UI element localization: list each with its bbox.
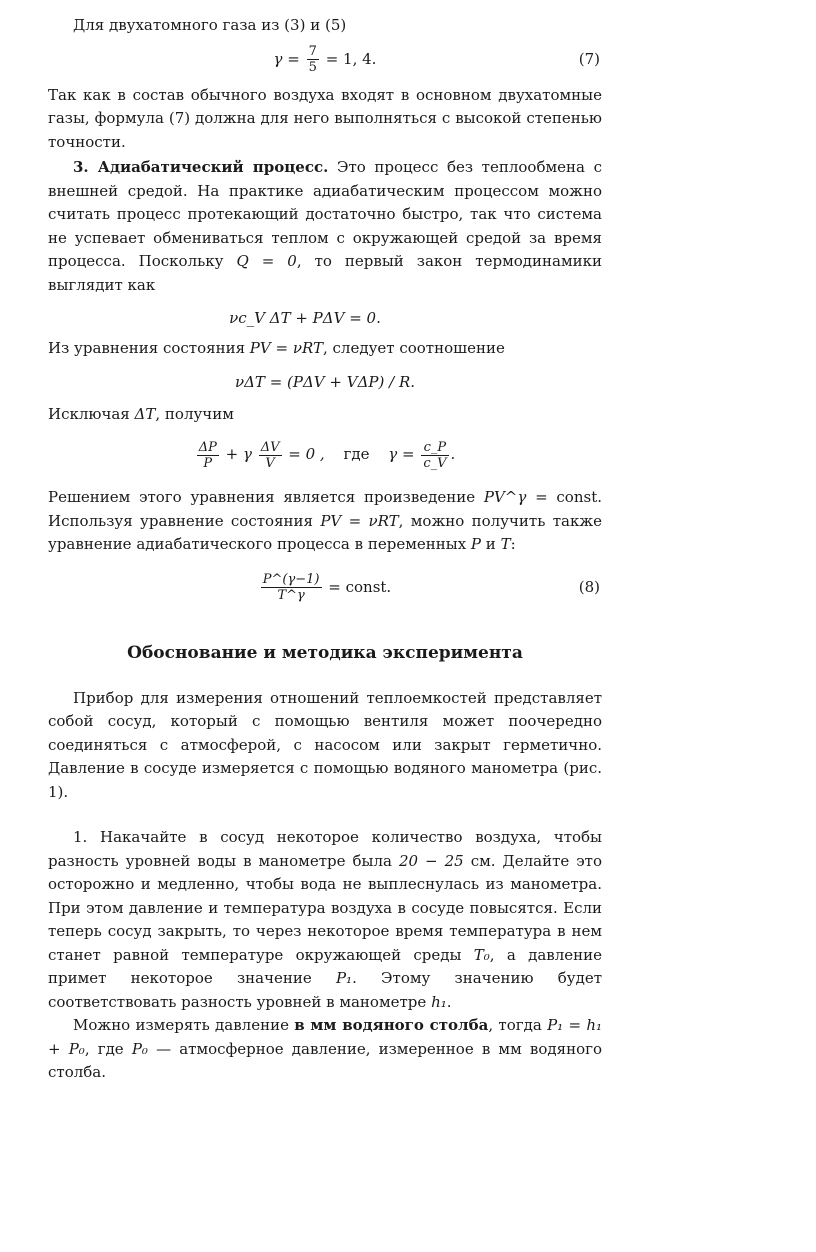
adiabat-equals-zero: = 0 , — [288, 445, 325, 463]
paragraph-step-1 — [48, 826, 602, 1014]
eq7-right: = 1, 4. — [325, 49, 377, 68]
adiabat-frac-3-den: c_V — [423, 455, 447, 471]
paragraph-state-equation — [48, 337, 602, 361]
solution-pv-gamma: PV^γ — [483, 488, 527, 506]
state-eq-text-b: , следует соотношение — [322, 339, 505, 357]
adiabat-frac-1 — [197, 440, 219, 471]
section-3-q-zero: Q = 0 — [236, 252, 297, 270]
step1-t0: T₀ — [473, 945, 490, 964]
adiabat-frac-3 — [421, 440, 448, 471]
section-3-text-2: , то первый закон термодинамики выглядит как — [48, 252, 602, 294]
eq8-right: = const. — [328, 577, 392, 596]
eq7-left: γ = — [273, 49, 300, 68]
solution-text-e: : — [510, 535, 516, 553]
adiabat-frac-2-num: ΔV — [260, 439, 280, 455]
water-eq: P₁ = h₁ + P₀ — [48, 1016, 602, 1058]
step1-text-c: , а давление примет некоторое значение — [48, 945, 602, 987]
adiabat-where: где — [343, 445, 370, 463]
paragraph-apparatus: Прибор для измерения отношений теплоемкостей представляет собой сосуд, который с помощью вентиля может поочередно соединяться с атмосферой, с насосом или закрыт герметично. Давление в сосуде измеряется с помощью водяного манометра (рис. 1). — [48, 688, 602, 801]
eq7-fraction — [307, 44, 319, 75]
step1-text-e: . — [446, 992, 452, 1011]
document-page — [48, 14, 602, 1085]
solution-text-c: , можно получить также уравнение адиабатического процесса в переменных — [48, 511, 603, 553]
solution-state-eq: PV = νRT — [320, 511, 399, 530]
paragraph-adiabatic-process — [48, 156, 602, 297]
step1-text-d: . Этому значению будет соответствовать разность уровней в манометре — [48, 969, 602, 1011]
section-heading: Обоснование и методика эксперимента — [127, 642, 523, 663]
adiabat-frac-1-den: P — [203, 455, 213, 471]
adiabat-frac-2-den: V — [265, 455, 275, 471]
eq7-denominator: 5 — [308, 60, 317, 75]
eq8-denominator: T^γ — [277, 588, 305, 603]
paragraph-water-column — [48, 1014, 602, 1085]
water-text-a: Можно измерять давление — [73, 1016, 295, 1034]
eq8-numerator: P^(γ−1) — [262, 572, 320, 587]
solution-text-a: Решением этого уравнения является произведение — [48, 488, 484, 506]
eq8-fraction — [261, 572, 322, 603]
step1-text-a: 1. Накачайте в сосуд некоторое количество воздуха, чтобы разность уровней воды в манометре была — [48, 828, 602, 870]
eq7-label: (7) — [578, 49, 600, 68]
state-eq-inline: PV = νRT — [249, 339, 323, 357]
excluding-text-b: , получим — [155, 404, 234, 423]
step1-range: 20 − 25 — [398, 851, 464, 870]
adiabat-end: . — [450, 445, 456, 463]
adiabat-gamma-eq: γ = — [388, 445, 415, 463]
adiabat-frac-2 — [259, 440, 282, 471]
eq7-numerator: 7 — [308, 44, 317, 59]
state-eq-text-a: Из уравнения состояния — [48, 339, 250, 357]
water-text-d: — атмосферное давление, измеренное в мм водяного столба. — [48, 1039, 602, 1081]
paragraph-air-diatomic: Так как в состав обычного воздуха входят в основном двухатомные газы, формула (7) должна для него выполняться с высокой степенью точности. — [48, 85, 602, 151]
water-text-c: , где — [84, 1039, 132, 1058]
solution-text-d: и — [481, 535, 501, 553]
adiabat-frac-3-num: c_P — [421, 440, 448, 456]
excluding-delta-t: ΔT — [134, 404, 156, 423]
step1-text-b: см. Делайте это осторожно и медленно, чтобы вода не выплеснулась из манометра. При этом давление и температура воздуха в сосуде повысятся. Если теперь сосуд закрыть, то через некоторое время температура в нем станет равной температуре окружающей среды — [48, 851, 603, 964]
adiabat-frac-1-num: ΔP — [198, 439, 217, 455]
water-text-b: , тогда — [488, 1016, 548, 1034]
adiabat-plus-gamma: + γ — [225, 445, 252, 463]
step1-h1: h₁ — [431, 992, 447, 1011]
solution-var-p: P — [470, 535, 482, 553]
water-p0: P₀ — [131, 1039, 148, 1058]
paragraph-adiabat-solution — [48, 486, 602, 557]
water-bold: в мм водяного столба — [294, 1016, 489, 1034]
excluding-text-a: Исключая — [48, 404, 135, 423]
eq8-label: (8) — [578, 577, 600, 596]
solution-var-t: T — [500, 535, 511, 553]
equation-7 — [48, 44, 602, 74]
paragraph-excluding — [48, 403, 602, 427]
paragraph-diatomic-intro: Для двухатомного газа из (3) и (5) — [73, 16, 347, 34]
step1-p1: P₁ — [335, 969, 353, 987]
section-3-text-1: Это процесс без теплообмена с внешней средой. На практике адиабатическим процессом можно считать процесс протекающий достаточно быстро, так что система не успевает обмениваться теплом с окружающей средой за время процесса. Поскольку — [48, 158, 602, 270]
equation-adiabat-differential — [48, 428, 602, 480]
solution-text-b: = const. Используя уравнение состояния — [48, 488, 602, 530]
equation-state-relation: νΔT = (PΔV + VΔP) / R. — [234, 372, 416, 391]
section-3-title: 3. Адиабатический процесс. — [73, 158, 329, 176]
equation-first-law: νc_V ΔT + PΔV = 0. — [229, 309, 381, 327]
equation-8 — [48, 561, 602, 613]
